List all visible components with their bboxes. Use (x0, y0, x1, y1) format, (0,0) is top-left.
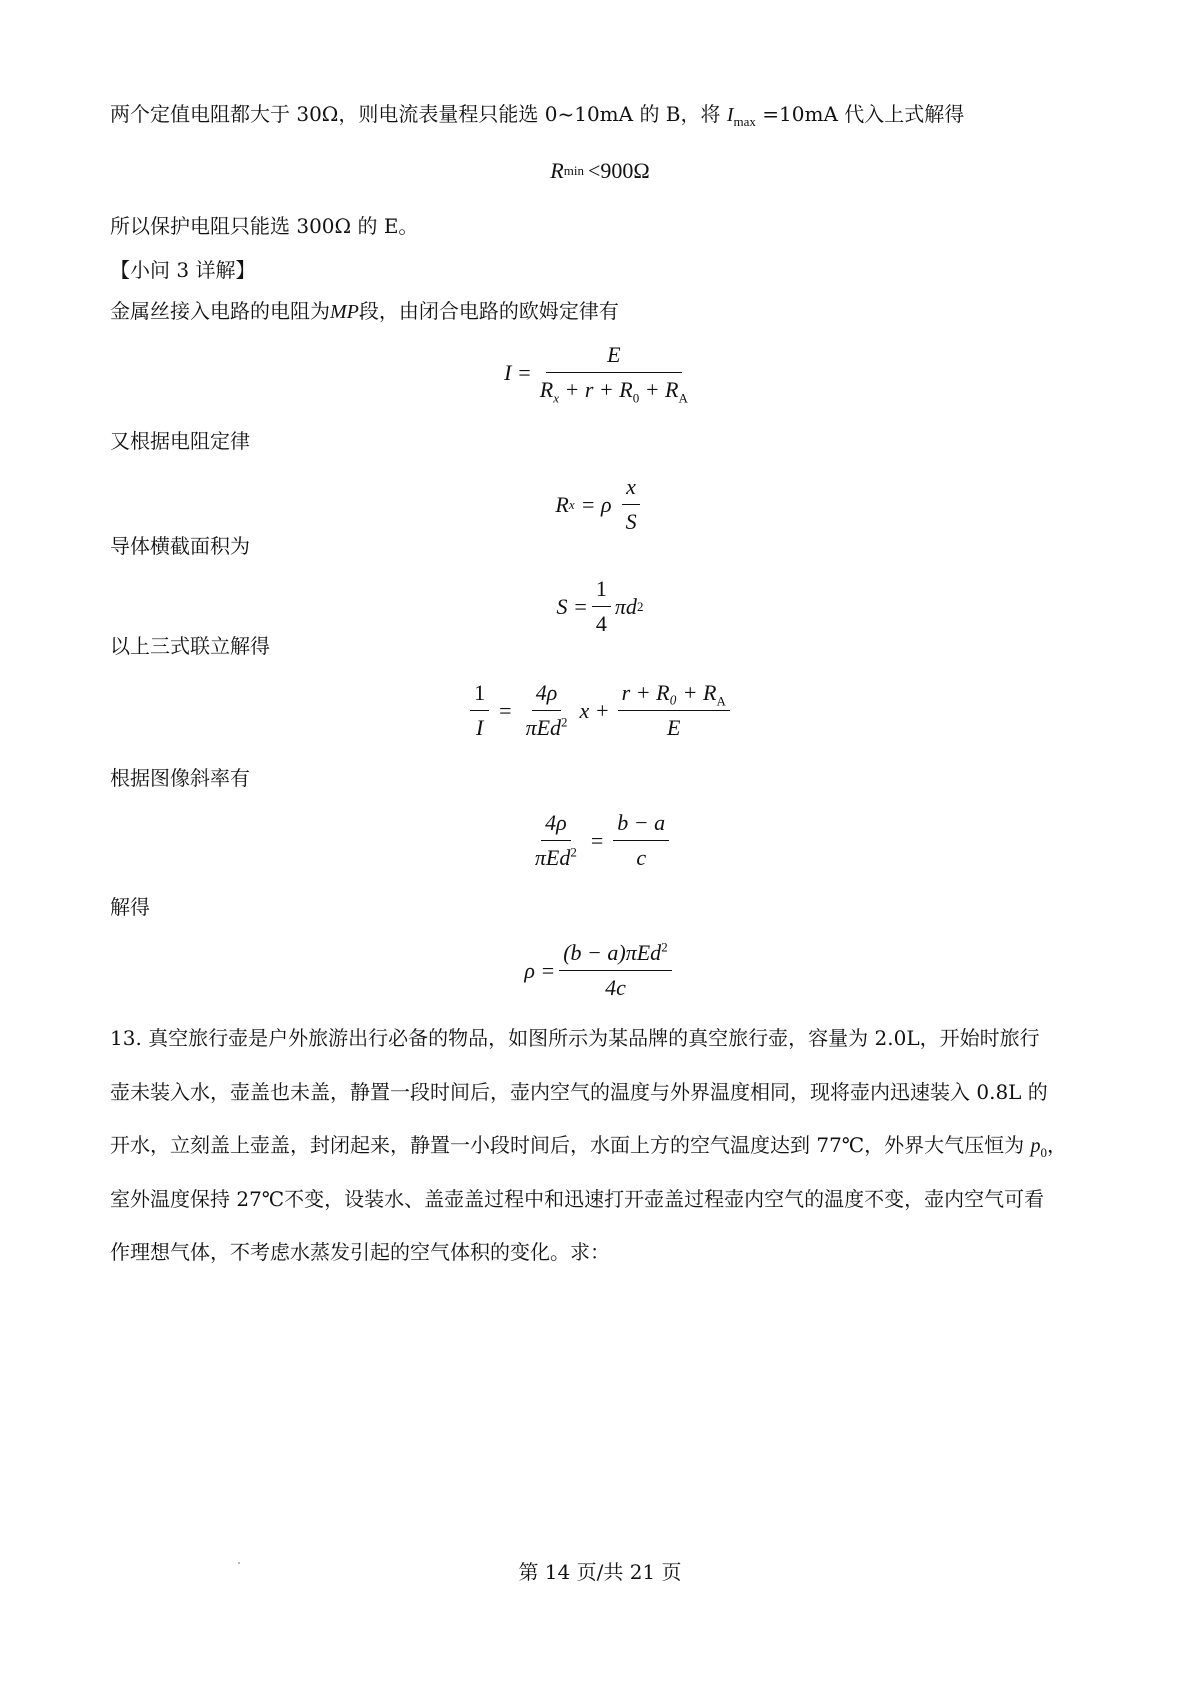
question-13-line-5: 作理想气体，不考虑水蒸发引起的空气体积的变化。求： (110, 1240, 610, 1264)
equation-combined: $\frac{1}{I}$ = $\frac{4\rho}{\pi Ed^2}$ x + $\frac{r + R_0 + R_A}{E}$ (0, 680, 1200, 741)
text-line-3: 金属丝接入电路的电阻为MP段，由闭合电路的欧姆定律有 (110, 299, 619, 323)
section-heading: 【小问 3 详解】 (110, 258, 256, 282)
question-13-line-4: 室外温度保持 27℃不变，设装水、盖壶盖过程中和迅速打开壶盖过程壶内空气的温度不变，壶内空气可看 (110, 1187, 1045, 1211)
fraction: $\frac{4\rho}{\pi Ed^2}$ (525, 680, 568, 740)
question-13-line-2: 壶未装入水，壶盖也未盖，静置一段时间后，壶内空气的温度与外界温度相同，现将壶内迅速装入 0.8L 的 (110, 1080, 1048, 1104)
equation-rho: ρ = $\frac{(b - a)\pi Ed^2}{4c}$ (0, 940, 1200, 1001)
fraction: $\frac{E}{R_x + r + R_0 + R_A}$ (539, 342, 688, 406)
text-line-8: 解得 (110, 895, 150, 919)
equation-resistance-law: R x = ρ $\frac{x}{S}$ (0, 474, 1200, 535)
fraction: $\frac{r + R_0 + R_A}{E}$ (618, 680, 730, 741)
text-line-2: 所以保护电阻只能选 300Ω 的 E。 (110, 214, 419, 238)
fraction: $\frac{1}{I}$ (470, 680, 489, 741)
fraction: $\frac{1}{4}$ (592, 576, 611, 637)
page-footer: 第 14 页/共 21 页 (518, 1560, 682, 1584)
text-line-7: 根据图像斜率有 (110, 766, 250, 790)
text-line-1: 两个定值电阻都大于 30Ω，则电流表量程只能选 0~10mA 的 B，将 $I_{max} =10mA$ 代入上式解得 (110, 102, 965, 129)
equation-ohm-law: I = $\frac{E}{R_x + r + R_0 + R_A}$ (0, 342, 1200, 403)
text-line-5: 导体横截面积为 (110, 534, 250, 558)
equation-rmin: R min <900Ω (550, 158, 650, 183)
fraction: $\frac{x}{S}$ (622, 474, 641, 535)
fraction: $\frac{(b - a)\pi Ed^2}{4c}$ (559, 940, 671, 1001)
fraction: $\frac{b - a}{c}$ (613, 810, 669, 871)
equation-slope: $\frac{4\rho}{\pi Ed^2}$ = $\frac{b - a}{c}$ (0, 810, 1200, 871)
question-13-line-3: 开水，立刻盖上壶盖，封闭起来，静置一小段时间后，水面上方的空气温度达到 77℃，外界大气压恒为 $p_0$， (110, 1133, 1068, 1160)
text-line-6: 以上三式联立解得 (110, 634, 270, 658)
question-13-line-1: 13. 真空旅行壶是户外旅游出行必备的物品，如图所示为某品牌的真空旅行壶，容量为 2.0L，开始时旅行 (110, 1026, 1040, 1050)
equation-area: S = $\frac{1}{4}$ πd 2 (556, 576, 644, 636)
fraction: $\frac{4\rho}{\pi Ed^2}$ (534, 810, 577, 870)
text-line-4: 又根据电阻定律 (110, 429, 250, 453)
